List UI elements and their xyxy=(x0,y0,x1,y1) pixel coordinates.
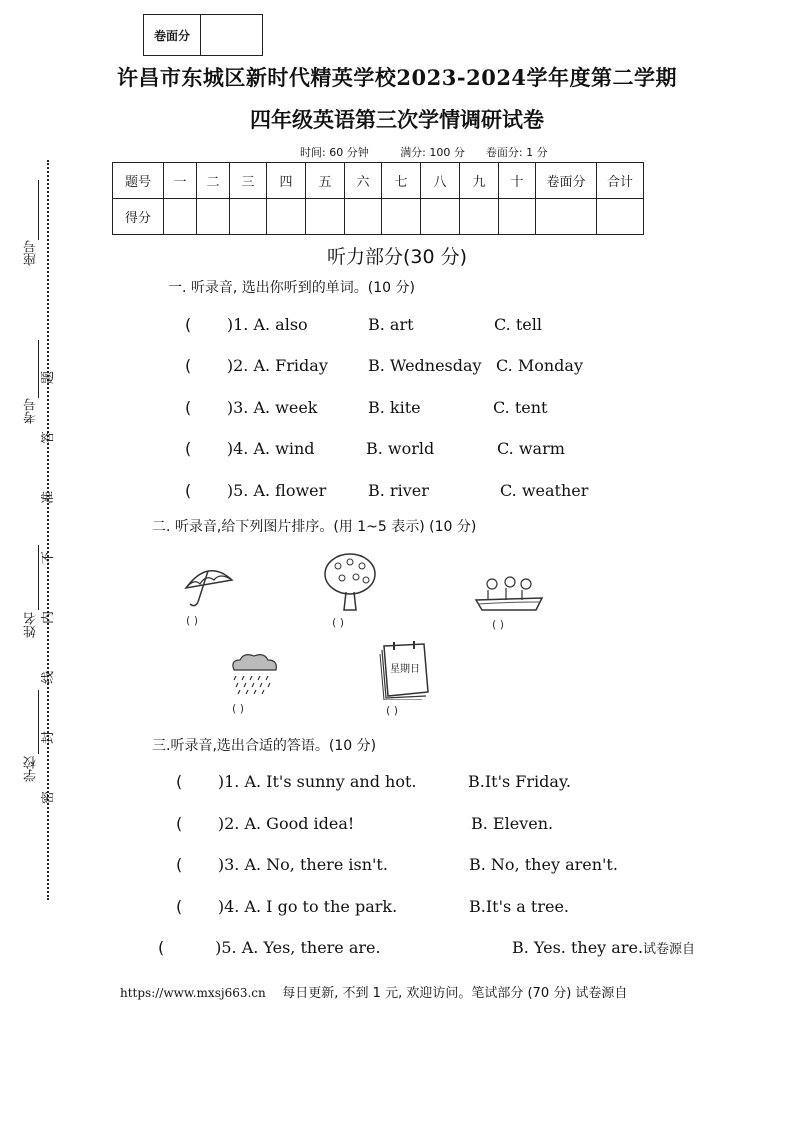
part1-option-b: B. world xyxy=(366,439,435,458)
umbrella-icon xyxy=(180,562,236,610)
picture-answer-blank[interactable]: ( ) xyxy=(332,616,345,629)
exam-title-line2: 四年级英语第三次学情调研试卷 xyxy=(250,107,544,132)
part3-question xyxy=(158,938,381,957)
answer-paren[interactable]: ( xyxy=(185,315,227,334)
part3-option-b xyxy=(512,938,695,957)
part2-heading: 二. 听录音,给下列图片排序。(用 1~5 表示) (10 分) xyxy=(152,519,477,535)
part1-option-c: C. warm xyxy=(497,439,565,458)
question-option-a: )5. A. Yes, there are. xyxy=(215,938,381,957)
score-cell[interactable] xyxy=(536,199,597,235)
question-option-a: )4. A. I go to the park. xyxy=(217,897,398,916)
school-blank[interactable] xyxy=(38,690,39,754)
seat-number-label: 座号 xyxy=(24,240,39,266)
seat-number-blank[interactable] xyxy=(38,180,39,240)
answer-paren[interactable]: ( xyxy=(185,439,227,458)
part3-heading: 三.听录音,选出合适的答语。(10 分) xyxy=(152,738,377,754)
part3-option-b: B. Eleven. xyxy=(471,814,554,833)
picture-answer-blank[interactable]: ( ) xyxy=(186,614,199,627)
score-cell[interactable] xyxy=(164,199,197,235)
part3-question xyxy=(176,855,388,874)
score-cell[interactable] xyxy=(197,199,230,235)
part1-option-b: B. art xyxy=(368,315,414,334)
score-header-cell: 十 xyxy=(499,163,536,199)
part1-option-c: C. Monday xyxy=(496,356,583,375)
exam-meta xyxy=(300,144,548,160)
footer-url[interactable]: https://www.mxsj663.cn xyxy=(120,986,266,1000)
exam-title-line1: 许昌市东城区新时代精英学校2023-2024学年度第二学期 xyxy=(116,65,678,90)
seal-char: 线 xyxy=(41,670,57,685)
score-cell[interactable] xyxy=(306,199,345,235)
score-header-cell: 四 xyxy=(267,163,306,199)
score-cell[interactable] xyxy=(460,199,499,235)
answer-paren[interactable]: ( xyxy=(185,356,227,375)
score-header-cell: 合计 xyxy=(597,163,644,199)
part3-question xyxy=(176,814,354,833)
seal-char: 封 xyxy=(41,730,57,745)
question-option-a: )2. A. Good idea! xyxy=(217,814,355,833)
answer-paren[interactable]: ( xyxy=(185,481,227,500)
neatness-score-label: 卷面分 xyxy=(144,15,201,55)
school-label: 学校 xyxy=(24,756,39,782)
score-table xyxy=(112,162,644,235)
part1-option-b: B. river xyxy=(368,481,429,500)
picture-calendar xyxy=(378,640,434,718)
part3-option-b: B.It's Friday. xyxy=(468,772,571,791)
part3-option-b: B.It's a tree. xyxy=(469,897,570,916)
score-table-score-row xyxy=(113,199,644,235)
seal-char: 密 xyxy=(41,790,57,805)
question-option-a: )5. A. flower xyxy=(226,481,327,500)
seal-char: 题 xyxy=(41,370,57,385)
part1-option-b: B. kite xyxy=(368,398,421,417)
question-option-a: )4. A. wind xyxy=(226,439,315,458)
part3-question xyxy=(176,897,397,916)
score-header-cell: 二 xyxy=(197,163,230,199)
binding-dotted-line xyxy=(47,160,49,900)
score-cell[interactable] xyxy=(499,199,536,235)
part1-heading: 一. 听录音, 选出你听到的单词。(10 分) xyxy=(168,280,415,296)
score-header-cell: 卷面分 xyxy=(536,163,597,199)
score-header-cell: 三 xyxy=(230,163,267,199)
footer-text: 每日更新, 不到 1 元, 欢迎访问。笔试部分 (70 分) 试卷源自 xyxy=(282,986,628,1001)
score-row-label: 得分 xyxy=(113,199,164,235)
score-cell[interactable] xyxy=(421,199,460,235)
score-table-header-row xyxy=(113,163,644,199)
part1-option-c: C. tent xyxy=(493,398,548,417)
seal-char: 答 xyxy=(41,430,57,445)
question-option-a: )2. A. Friday xyxy=(226,356,328,375)
score-cell[interactable] xyxy=(382,199,421,235)
option-b-text: B. Yes. they are. xyxy=(512,938,644,957)
rain-cloud-icon xyxy=(226,652,282,698)
apple-tree-icon xyxy=(322,552,378,612)
calendar-icon xyxy=(378,640,434,700)
seal-char: 内 xyxy=(41,610,57,625)
exam-number-label: 考号 xyxy=(24,398,39,424)
name-label: 姓名 xyxy=(24,612,39,638)
footer xyxy=(120,982,627,1001)
picture-boat-people xyxy=(474,574,544,630)
score-cell[interactable] xyxy=(267,199,306,235)
score-header-cell: 八 xyxy=(421,163,460,199)
part1-option-b: B. Wednesday xyxy=(368,356,482,375)
answer-paren[interactable]: ( xyxy=(176,855,218,874)
score-cell[interactable] xyxy=(345,199,382,235)
picture-umbrella xyxy=(180,562,236,627)
score-header-cell: 一 xyxy=(164,163,197,199)
answer-paren[interactable]: ( xyxy=(176,814,218,833)
exam-number-blank[interactable] xyxy=(38,340,39,398)
exam-neat-score: 卷面分: 1 分 xyxy=(485,146,548,159)
question-option-a: )1. A. also xyxy=(226,315,308,334)
question-option-a: )3. A. No, there isn't. xyxy=(217,855,388,874)
part3-option-b: B. No, they aren't. xyxy=(469,855,618,874)
picture-rain-cloud xyxy=(226,652,282,714)
picture-answer-blank[interactable]: ( ) xyxy=(492,618,505,631)
answer-paren[interactable]: ( xyxy=(185,398,227,417)
score-cell[interactable] xyxy=(230,199,267,235)
answer-paren[interactable]: ( xyxy=(176,897,218,916)
part1-question xyxy=(185,398,318,417)
score-header-cell: 七 xyxy=(382,163,421,199)
picture-answer-blank[interactable]: ( ) xyxy=(232,702,245,715)
seal-char: 准 xyxy=(41,490,57,505)
exam-time: 时间: 60 分钟 xyxy=(300,146,369,159)
part1-question xyxy=(185,439,315,458)
part1-option-c: C. tell xyxy=(494,315,542,334)
exam-full-score: 满分: 100 分 xyxy=(400,146,465,159)
score-header-cell: 题号 xyxy=(113,163,164,199)
picture-apple-tree xyxy=(322,552,378,629)
score-header-cell: 九 xyxy=(460,163,499,199)
question-option-a: )1. A. It's sunny and hot. xyxy=(217,772,417,791)
part1-question xyxy=(185,356,328,375)
neatness-score-box xyxy=(143,14,263,56)
picture-answer-blank[interactable]: ( ) xyxy=(386,704,399,717)
score-header-cell: 五 xyxy=(306,163,345,199)
part3-question xyxy=(176,772,416,791)
score-header-cell: 六 xyxy=(345,163,382,199)
part1-question xyxy=(185,315,308,334)
listening-section-title: 听力部分(30 分) xyxy=(326,246,468,268)
score-cell[interactable] xyxy=(597,199,644,235)
answer-paren[interactable]: ( xyxy=(158,938,216,957)
part1-option-c: C. weather xyxy=(500,481,589,500)
answer-paren[interactable]: ( xyxy=(176,772,218,791)
neatness-score-blank xyxy=(201,15,262,55)
seal-char: 不 xyxy=(41,550,57,565)
question-option-a: )3. A. week xyxy=(226,398,318,417)
boat-people-icon xyxy=(474,574,544,614)
part1-question xyxy=(185,481,326,500)
source-note: 试卷源自 xyxy=(643,942,696,957)
binding-margin xyxy=(0,0,90,1123)
calendar-label: 星期日 xyxy=(390,664,420,675)
